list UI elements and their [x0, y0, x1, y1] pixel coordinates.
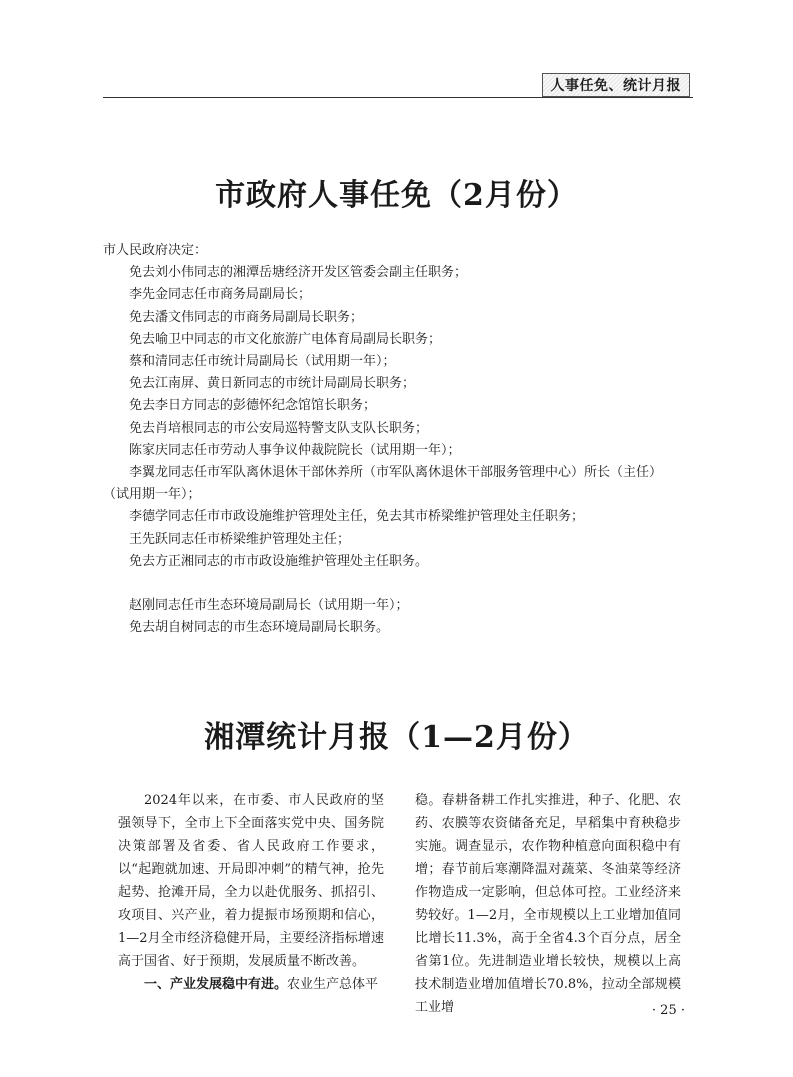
- report-heading: 一、产业发展稳中有进。: [144, 977, 288, 992]
- appointments-body: [103, 240, 703, 639]
- appointment-item: 免去潘文伟同志的市商务局副局长职务；: [129, 309, 364, 325]
- appointment-item: 蔡和清同志任市统计局副局长（试用期一年）；: [129, 354, 396, 370]
- report-paragraph: [118, 973, 384, 996]
- appointment-item-continuation: （试用期一年）；: [103, 487, 201, 503]
- appointment-item: 免去喻卫中同志的市文化旅游广电体育局副局长职务；: [129, 331, 442, 347]
- appointment-item: 免去方正湘同志的市市政设施维护管理处主任职务。: [129, 553, 429, 569]
- report-column-right: [415, 789, 681, 1019]
- header-rule: [103, 97, 693, 98]
- appointment-item: 李德学同志任市市政设施维护管理处主任，免去其市桥梁维护管理处主任职务；: [129, 509, 585, 525]
- appointment-item: 免去江南屏、黄日新同志的市统计局副局长职务；: [129, 376, 416, 392]
- report-column-left: [118, 789, 384, 996]
- appointment-item: 李翼龙同志任市军队离休退休干部休养所（市军队离休退休干部服务管理中心）所长（主任）: [129, 465, 663, 481]
- paragraph-gap: [103, 573, 703, 595]
- appointment-item: 陈家庆同志任市劳动人事争议仲裁院院长（试用期一年）；: [129, 442, 461, 458]
- appointment-item: 赵刚同志任市生态环境局副局长（试用期一年）；: [129, 598, 409, 614]
- appointment-item: 王先跃同志任市桥梁维护管理处主任；: [129, 531, 351, 547]
- page-number: · 25 ·: [651, 1003, 685, 1018]
- appointment-item: 免去肖培根同志的市公安局巡特警支队支队长职务；: [129, 420, 429, 436]
- appointments-title: 市政府人事任免（2月份）: [215, 178, 578, 213]
- report-text: 农业生产总体平: [287, 977, 379, 992]
- report-paragraph: 2024年以来，在市委、市人民政府的坚强领导下，全市上下全面落实党中央、国务院决策部署及省委、省人民政府工作要求，以“起跑就加速、开局即冲刺”的精气神，抢先起势、抢滩开局，全力以赴优服务、抓招引、攻项目、兴产业，着力提振市场预期和信心，1—2月全市经济稳健开局，主要经济指标增速高于国省、好于预期，发展质量不断改善。: [118, 793, 384, 969]
- appointment-item: 免去李日方同志的彭德怀纪念馆馆长职务；: [129, 398, 377, 414]
- appointment-item: 李先金同志任市商务局副局长；: [129, 287, 312, 303]
- appointments-intro: 市人民政府决定：: [103, 243, 208, 258]
- report-title: 湘潭统计月报（1—2月份）: [204, 720, 589, 755]
- report-paragraph: 稳。春耕备耕工作扎实推进，种子、化肥、农药、农膜等农资储备充足，早稻集中育秧稳步实施。调查显示，农作物种植意向面积稳中有增；春节前后寒潮降温对蔬菜、冬油菜等经济作物造成一定影响，但总体可控。工业经济来势较好。1—2月，全市规模以上工业增加值同比增长11.3%，高于全省4.3个百分点，居全省第1位。先进制造业增长较快，规模以上高技术制造业增加值增长70.8%，拉动全部规模工业增: [415, 793, 681, 1015]
- appointment-item: 免去刘小伟同志的湘潭岳塘经济开发区管委会副主任职务；: [129, 265, 468, 281]
- section-tag: 人事任免、统计月报: [542, 73, 691, 97]
- appointment-item: 免去胡自树同志的市生态环境局副局长职务。: [129, 620, 390, 636]
